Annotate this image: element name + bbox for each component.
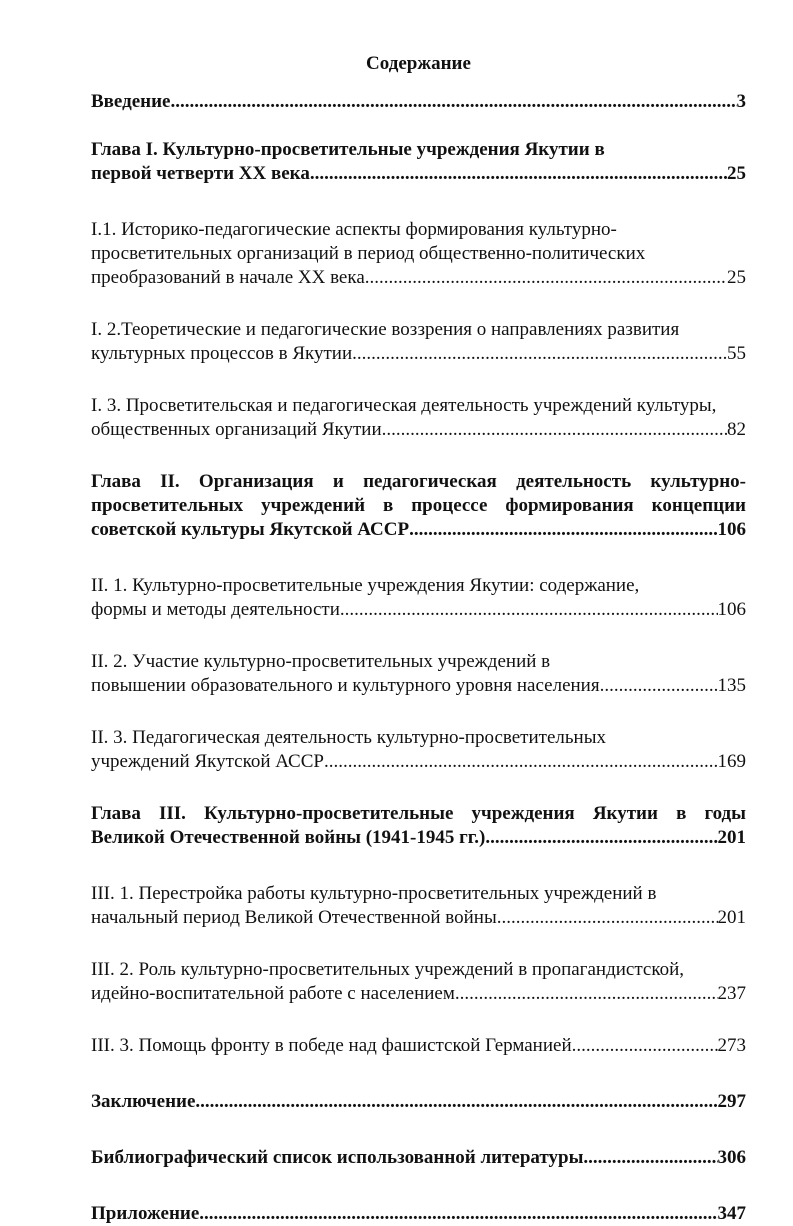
dot-leader <box>600 674 718 698</box>
toc-entry-text: Великой Отечественной войны (1941-1945 гг.) <box>91 827 486 848</box>
toc-entry-line: I.1. Историко-педагогические аспекты формирования культурно- <box>91 219 617 240</box>
toc-entry-section-3-2 <box>91 958 746 1006</box>
dot-leader <box>572 1034 718 1058</box>
toc-entry-text: Заключение <box>91 1091 196 1112</box>
toc-entry-chapter-2 <box>91 470 746 542</box>
toc-page-number: 135 <box>717 675 746 696</box>
toc-entry-section-1-1 <box>91 218 746 290</box>
toc-entry-last-line <box>91 518 746 542</box>
toc-entry-text: Введение <box>91 91 171 112</box>
toc-page <box>91 52 746 1226</box>
toc-page-number: 82 <box>727 419 746 440</box>
dot-leader <box>365 266 727 290</box>
toc-entry-last-line <box>91 826 746 850</box>
toc-entry-line: II. 3. Педагогическая деятельность культурно-просветительных <box>91 727 606 748</box>
toc-entry-section-2-3 <box>91 726 746 774</box>
dot-leader <box>497 906 718 930</box>
toc-page-number: 106 <box>717 599 746 620</box>
toc-entry-section-2-2 <box>91 650 746 698</box>
toc-entry-last-line <box>91 1090 746 1114</box>
toc-page-number: 347 <box>717 1203 746 1224</box>
toc-entry-text: советской культуры Якутской АССР <box>91 519 410 540</box>
toc-entry-last-line <box>91 1146 746 1170</box>
dot-leader <box>310 162 727 186</box>
dot-leader <box>455 982 718 1006</box>
dot-leader <box>199 1202 717 1226</box>
toc-entry-text: первой четверти XX века <box>91 163 310 184</box>
toc-entry-section-1-2 <box>91 318 746 366</box>
toc-entry-section-3-1 <box>91 882 746 930</box>
toc-entry-line: III. 2. Роль культурно-просветительных учреждений в пропагандистской, <box>91 959 684 980</box>
dot-leader <box>324 750 718 774</box>
toc-entry-text: Библиографический список использованной литературы <box>91 1147 584 1168</box>
toc-entry-last-line <box>91 750 746 774</box>
toc-entry-bibliography <box>91 1146 746 1170</box>
toc-entry-section-1-3 <box>91 394 746 442</box>
dot-leader <box>382 418 727 442</box>
toc-page-number: 55 <box>727 343 746 364</box>
toc-entry-line: Глава II. Организация и педагогическая деятельность культурно- <box>91 471 746 492</box>
dot-leader <box>409 518 717 542</box>
toc-entry-text: общественных организаций Якутии <box>91 419 382 440</box>
toc-entry-line: просветительных учреждений в процессе формирования концепции <box>91 495 746 516</box>
toc-entry-last-line <box>91 162 746 186</box>
toc-entry-line: просветительных организаций в период общественно-политических <box>91 243 646 264</box>
toc-entry-line: Глава III. Культурно-просветительные учреждения Якутии в годы <box>91 803 746 824</box>
toc-entry-last-line <box>91 982 746 1006</box>
toc-entry-text: III. 3. Помощь фронту в победе над фашистской Германией <box>91 1035 572 1056</box>
toc-entry-last-line <box>91 418 746 442</box>
dot-leader <box>171 90 737 114</box>
toc-entry-text: формы и методы деятельности <box>91 599 340 620</box>
toc-entry-text: учреждений Якутской АССР <box>91 751 324 772</box>
toc-title: Содержание <box>366 53 471 74</box>
toc-entry-conclusion <box>91 1090 746 1114</box>
toc-entry-appendix <box>91 1202 746 1226</box>
toc-entry-last-line <box>91 598 746 622</box>
toc-page-number: 201 <box>717 827 746 848</box>
toc-entry-line: III. 1. Перестройка работы культурно-просветительных учреждений в <box>91 883 657 904</box>
toc-entry-last-line <box>91 1202 746 1226</box>
toc-entry-last-line <box>91 906 746 930</box>
toc-entry-line: Глава I. Культурно-просветительные учреждения Якутии в <box>91 139 605 160</box>
toc-entry-chapter-1 <box>91 138 746 186</box>
toc-entry-text: Приложение <box>91 1203 200 1224</box>
toc-page-number: 3 <box>736 91 746 112</box>
toc-entry-text: начальный период Великой Отечественной войны <box>91 907 497 928</box>
toc-entry-text: повышении образовательного и культурного уровня населения <box>91 675 600 696</box>
toc-entry-last-line <box>91 1034 746 1058</box>
dot-leader <box>352 342 727 366</box>
toc-page-number: 306 <box>717 1147 746 1168</box>
toc-entry-line: I. 3. Просветительская и педагогическая деятельность учреждений культуры, <box>91 395 717 416</box>
toc-entry-last-line <box>91 266 746 290</box>
toc-entry-section-3-3 <box>91 1034 746 1058</box>
toc-entry-text: идейно-воспитательной работе с населением <box>91 983 455 1004</box>
toc-page-number: 237 <box>717 983 746 1004</box>
dot-leader <box>485 826 717 850</box>
toc-list <box>91 90 746 1226</box>
dot-leader <box>583 1146 717 1170</box>
dot-leader <box>195 1090 717 1114</box>
toc-entry-chapter-3 <box>91 802 746 850</box>
toc-entry-text: преобразований в начале XX века <box>91 267 365 288</box>
toc-entry-last-line <box>91 90 746 114</box>
toc-entry-line: II. 2. Участие культурно-просветительных учреждений в <box>91 651 551 672</box>
toc-entry-introduction <box>91 90 746 114</box>
toc-page-number: 169 <box>717 751 746 772</box>
toc-page-number: 297 <box>717 1091 746 1112</box>
dot-leader <box>340 598 718 622</box>
toc-page-number: 25 <box>727 163 746 184</box>
toc-entry-section-2-1 <box>91 574 746 622</box>
toc-page-number: 25 <box>727 267 746 288</box>
toc-entry-line: I. 2.Теоретические и педагогические воззрения о направлениях развития <box>91 319 680 340</box>
toc-entry-line: II. 1. Культурно-просветительные учреждения Якутии: содержание, <box>91 575 640 596</box>
toc-page-number: 106 <box>717 519 746 540</box>
toc-entry-last-line <box>91 342 746 366</box>
toc-page-number: 273 <box>717 1035 746 1056</box>
toc-entry-last-line <box>91 674 746 698</box>
toc-page-number: 201 <box>717 907 746 928</box>
toc-entry-text: культурных процессов в Якутии <box>91 343 353 364</box>
